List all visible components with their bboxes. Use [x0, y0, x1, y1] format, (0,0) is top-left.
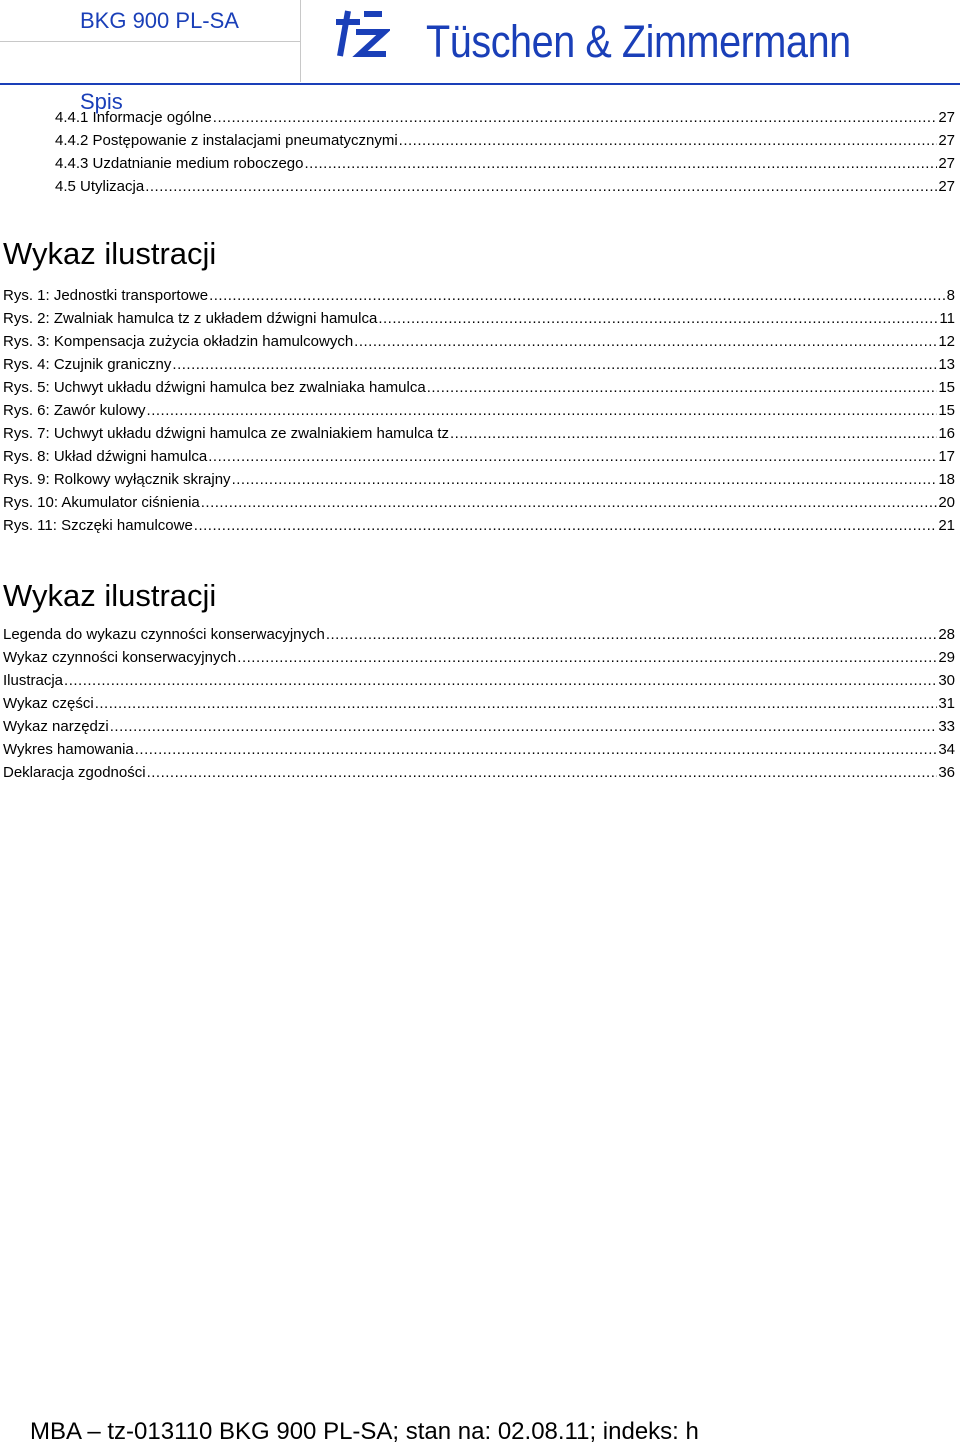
toc-entry[interactable]	[3, 516, 955, 536]
toc-entry[interactable]	[3, 378, 955, 398]
toc-entry-title: 4.4.3 Uzdatnianie medium roboczego	[55, 155, 304, 172]
toc-leader-dots	[147, 763, 938, 783]
toc-entry[interactable]	[3, 447, 955, 467]
toc-leader-dots	[399, 131, 938, 151]
toc-entry-title: Wykaz czynności konserwacyjnych	[3, 649, 237, 666]
toc-entry-page: 27	[938, 178, 955, 195]
toc-entry-title: Rys. 4: Czujnik graniczny	[3, 356, 172, 373]
toc-entry[interactable]	[3, 717, 955, 737]
toc-entry-title: Deklaracja zgodności	[3, 764, 146, 781]
toc-entry[interactable]	[3, 740, 955, 760]
toc-entry-page: 18	[938, 471, 955, 488]
header-cell-doc	[0, 0, 301, 42]
toc-leader-dots	[354, 332, 937, 352]
toc-leader-dots	[208, 447, 937, 467]
toc-entry-page: 15	[938, 402, 955, 419]
toc-entry-title: Rys. 11: Szczęki hamulcowe	[3, 517, 193, 534]
toc-entry-page: 27	[938, 132, 955, 149]
toc-leader-dots	[172, 355, 937, 375]
toc-leader-dots	[64, 671, 937, 691]
toc-entry-title: Rys. 10: Akumulator ciśnienia	[3, 494, 200, 511]
header-cell-section	[0, 42, 301, 114]
toc-leader-dots	[450, 424, 937, 444]
section-heading-illustrations: Wykaz ilustracji	[3, 236, 217, 271]
toc-entry-page: 17	[938, 448, 955, 465]
toc-entry-title: Rys. 2: Zwalniak hamulca tz z układem dźwigni hamulca	[3, 310, 378, 327]
toc-entry-title: Legenda do wykazu czynności konserwacyjnych	[3, 626, 325, 643]
toc-entry-title: Wykres hamowania	[3, 741, 134, 758]
toc-entry-title: Rys. 3: Kompensacja zużycia okładzin hamulcowych	[3, 333, 354, 350]
toc-entry-title: 4.4.1 Informacje ogólne	[55, 109, 212, 126]
toc-entry-title: Rys. 1: Jednostki transportowe	[3, 287, 209, 304]
company-name: Tüschen & Zimmermann	[426, 16, 851, 67]
toc-entry-page: 27	[938, 155, 955, 172]
page-header	[0, 0, 960, 114]
toc-entry-title: Ilustracja	[3, 672, 64, 689]
toc-leader-dots	[135, 740, 938, 760]
toc-entry-title: Rys. 9: Rolkowy wyłącznik skrajny	[3, 471, 231, 488]
toc-entry-page: 34	[938, 741, 955, 758]
toc-entry[interactable]	[3, 625, 955, 645]
toc-entry[interactable]	[3, 470, 955, 490]
toc-leader-dots	[213, 108, 938, 128]
toc-entry-page: 36	[938, 764, 955, 781]
toc-leader-dots	[326, 625, 937, 645]
toc-entry-page: 20	[938, 494, 955, 511]
toc-entry-page: 13	[938, 356, 955, 373]
toc-entry[interactable]	[55, 154, 955, 174]
toc-entry-title: Rys. 8: Układ dźwigni hamulca	[3, 448, 208, 465]
toc-entry-page: 11	[939, 310, 955, 327]
toc-leader-dots	[95, 694, 938, 714]
toc-leader-dots	[304, 154, 937, 174]
toc-leader-dots	[427, 378, 938, 398]
section-heading-illustrations-2: Wykaz ilustracji	[3, 578, 217, 613]
page-footer: MBA – tz-013110 BKG 900 PL-SA; stan na: 02.08.11; indeks: h	[30, 1418, 699, 1445]
section-name: Spis	[80, 89, 123, 114]
toc-entry-title: Rys. 7: Uchwyt układu dźwigni hamulca ze zwalniakiem hamulca tz	[3, 425, 450, 442]
header-info-block	[0, 0, 300, 114]
toc-entry-page: 31	[938, 695, 955, 712]
toc-entry-page: 29	[938, 649, 955, 666]
toc-entry[interactable]	[3, 286, 955, 306]
toc-entry-page: 28	[938, 626, 955, 643]
tz-logo-icon	[334, 8, 390, 60]
toc-entry[interactable]	[55, 108, 955, 128]
toc-leader-dots	[201, 493, 938, 513]
toc-entry[interactable]	[55, 131, 955, 151]
document-id: BKG 900 PL-SA	[80, 8, 239, 33]
toc-entry-page: 21	[938, 517, 955, 534]
toc-entry[interactable]	[3, 332, 955, 352]
toc-leader-dots	[110, 717, 938, 737]
toc-entry-title: Wykaz narzędzi	[3, 718, 109, 735]
toc-leader-dots	[147, 401, 938, 421]
toc-entry-page: 33	[938, 718, 955, 735]
toc-leader-dots	[145, 177, 937, 197]
toc-leader-dots	[237, 648, 937, 668]
toc-entry[interactable]	[3, 309, 955, 329]
toc-entry[interactable]	[3, 694, 955, 714]
toc-entry[interactable]	[3, 763, 955, 783]
toc-entry-page: 27	[938, 109, 955, 126]
toc-entry-page: 15	[938, 379, 955, 396]
toc-entry-title: Rys. 5: Uchwyt układu dźwigni hamulca bez zwalniaka hamulca	[3, 379, 426, 396]
toc-entry-page: 8	[946, 287, 955, 304]
toc-entry[interactable]	[3, 493, 955, 513]
toc-entry-title: 4.5 Utylizacja	[55, 178, 145, 195]
toc-entry[interactable]	[3, 671, 955, 691]
toc-entry-page: 30	[938, 672, 955, 689]
toc-leader-dots	[209, 286, 946, 306]
toc-entry[interactable]	[55, 177, 955, 197]
header-divider	[0, 83, 960, 85]
toc-entry-page: 12	[938, 333, 955, 350]
toc-entry-title: 4.4.2 Postępowanie z instalacjami pneumatycznymi	[55, 132, 398, 149]
toc-entry-title: Rys. 6: Zawór kulowy	[3, 402, 146, 419]
toc-entry-title: Wykaz części	[3, 695, 94, 712]
toc-leader-dots	[232, 470, 938, 490]
toc-entry-page: 16	[938, 425, 955, 442]
toc-leader-dots	[194, 516, 938, 536]
toc-entry[interactable]	[3, 355, 955, 375]
toc-entry[interactable]	[3, 648, 955, 668]
toc-leader-dots	[378, 309, 938, 329]
toc-entry[interactable]	[3, 401, 955, 421]
toc-entry[interactable]	[3, 424, 955, 444]
